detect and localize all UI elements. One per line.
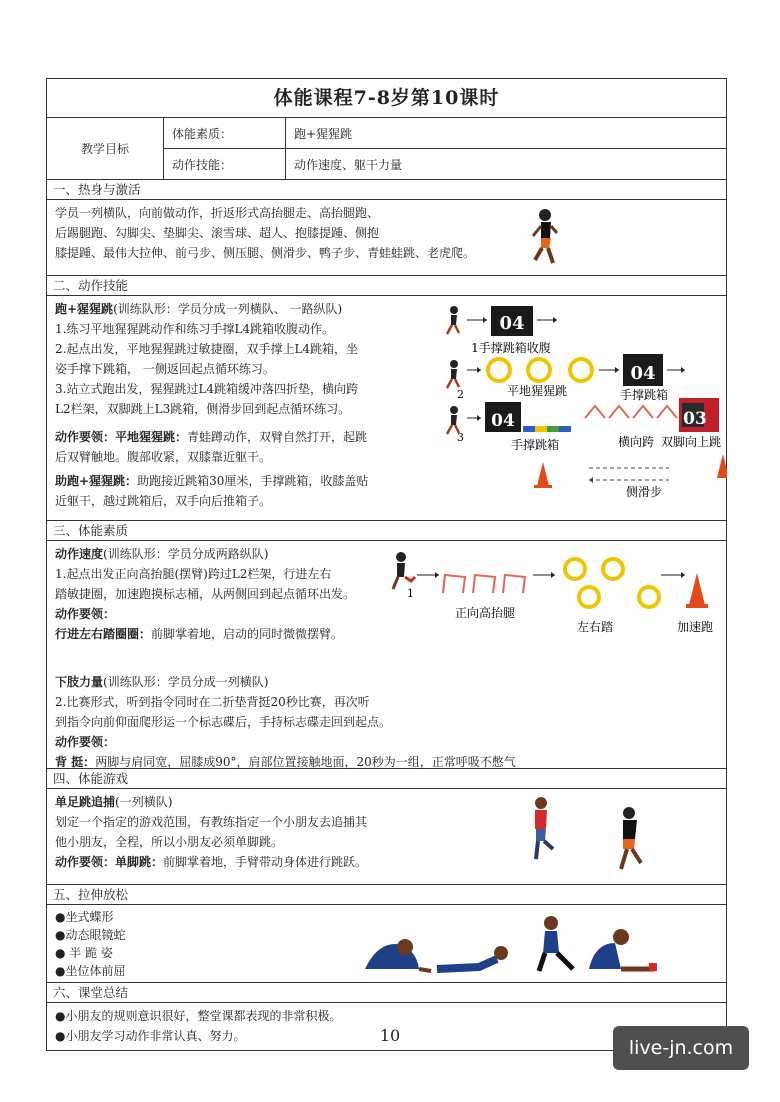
caption-2: 平地猩猩跳 — [506, 384, 568, 398]
skills-step-1: 1.练习平地猩猩跳动作和练习手撑L4跳箱收腹动作。 — [55, 322, 335, 336]
fitness-a-req: 动作要领： — [55, 607, 116, 621]
watermark: live-jn.com — [613, 1026, 749, 1070]
fitness-diagram — [385, 547, 725, 637]
game-line-1: 划定一个指定的游戏范围，有教练指定一个小朋友去追捕其 — [55, 815, 368, 829]
summary-item-2: ●小朋友学习动作非常认真、努力。 — [55, 1029, 246, 1043]
fitness-b-req: 动作要领： — [55, 735, 116, 749]
page-title: 体能课程7-8岁第10课时 — [47, 79, 726, 118]
warmup-line-3: 膝提踵、最伟大拉伸、前弓步、侧压腿、侧滑步、鸭子步、青蛙蛙跳、老虎爬。 — [55, 246, 476, 260]
fitness-b-req2-label: 背 挺： — [55, 755, 96, 769]
fitness-a-line-1: 1.起点出发正向高抬腿(摆臂)跨过L2栏架，行进左右 — [55, 567, 332, 581]
page-number: 10 — [379, 1026, 401, 1045]
game-req: 前脚掌着地，手臂带动身体进行跳跃。 — [163, 855, 368, 869]
game-title: 单足跳追捕 — [55, 795, 116, 809]
goals-table — [47, 118, 726, 180]
game-line-2: 他小朋友，全程，所以小朋友必须单脚跳。 — [55, 835, 284, 849]
stretch-section — [47, 905, 726, 983]
skills-req-label: 动作要领：平地猩猩跳： — [55, 430, 188, 444]
station-3-number: 3 — [457, 431, 464, 444]
summary-item-1: ●小朋友的规则意识很好，整堂课都表现的非常积极。 — [55, 1009, 342, 1023]
skills-step-2a: 2.起点出发，平地猩猩跳过敏捷圈，双手撑上L4跳箱，坐 — [55, 342, 359, 356]
caption-left-right: 左右踏 — [576, 620, 614, 634]
skills-topic: 跑+猩猩跳 — [55, 302, 114, 316]
skills-run-2: 近躯干，越过跳箱后，双手向后推箱子。 — [55, 494, 272, 508]
game-section — [47, 789, 726, 885]
caption-sprint: 加速跑 — [676, 620, 714, 634]
game-formation: (一列横队) — [115, 795, 173, 809]
caption-6: 双脚向上跳 — [660, 435, 722, 449]
lesson-plan-table — [46, 78, 727, 1051]
fitness-section — [47, 541, 726, 769]
warmup-section — [47, 200, 726, 276]
warmup-heading: 一、热身与激活 — [47, 180, 726, 200]
stretch-item-1: ●坐式蝶形 — [55, 910, 114, 924]
stretch-item-2: ●动态眼镜蛇 — [55, 928, 126, 942]
fitness-a-req2-label: 行进左右踏圈圈： — [55, 627, 152, 641]
skills-req-1: 青蛙蹲动作，双臂自然打开，起跳 — [187, 430, 368, 444]
skills-section — [47, 296, 726, 521]
goals-label: 教学目标 — [47, 118, 164, 180]
goal-value-2: 动作速度、躯干力量 — [286, 149, 727, 180]
skills-step-2b: 姿手撑下跳箱， 一侧返回起点循环练习。 — [55, 362, 275, 376]
game-heading: 四、体能游戏 — [47, 769, 726, 789]
fitness-formation-a: (训练队形：学员分成两路纵队) — [103, 547, 269, 561]
fitness-topic-a: 动作速度 — [55, 547, 104, 561]
fitness-b-line-1: 2.比赛形式，听到指令同时在二折垫背挺20秒比赛，再次听 — [55, 695, 370, 709]
station-1-number: 1 — [407, 587, 414, 600]
svg-text:03: 03 — [683, 409, 707, 429]
stretch-item-3: ● 半 跪 姿 — [55, 946, 113, 960]
agility-ring — [488, 359, 510, 381]
fitness-a-line-2: 踏敏捷圈，加速跑摸标志桶，从两侧回到起点循环出发。 — [55, 587, 356, 601]
svg-text:04: 04 — [491, 411, 515, 431]
folding-mat — [523, 426, 535, 432]
cone — [537, 462, 549, 486]
warmup-line-2: 后踢腿跑、勾脚尖、垫脚尖、滚雪球、超人、抱膝提踵、侧抱 — [55, 226, 380, 240]
goal-value-1: 跑+猩猩跳 — [286, 118, 727, 149]
goal-key-2: 动作技能： — [164, 149, 286, 180]
runner-icon — [447, 306, 459, 334]
goal-key-1: 体能素质： — [164, 118, 286, 149]
caption-7: 侧滑步 — [625, 485, 663, 498]
skills-step-3a: 3.站立式跑出发，猩猩跳过L4跳箱缓冲落四折垫，横向跨 — [55, 382, 359, 396]
caption-4: 手撑跳箱 — [510, 438, 560, 452]
hopping-children-image — [517, 793, 647, 879]
stretch-item-4: ●坐位体前屈 — [55, 964, 126, 978]
station-2-number: 2 — [457, 388, 464, 401]
cone — [689, 573, 705, 605]
skills-heading: 二、动作技能 — [47, 276, 726, 296]
caption-3: 手撑跳箱 — [619, 388, 669, 402]
fitness-a-req2: 前脚掌着地，启动的同时微微摆臂。 — [151, 627, 344, 641]
caption-5: 横向跨 — [617, 435, 655, 449]
agility-ring — [565, 559, 585, 579]
skills-run-label: 助跑+猩猩跳： — [55, 474, 138, 488]
fitness-b-req2: 两脚与肩同宽，屈膝成90°，肩部位置接触地面，20秒为一组，正常呼吸不憋气 — [95, 755, 516, 769]
skills-step-3b: L2栏架，双脚跳上L3跳箱，侧滑步回到起点循环练习。 — [55, 402, 351, 416]
box-number: 04 — [499, 313, 525, 334]
warmup-line-1: 学员一列横队，向前做动作，折返形式高抬腿走、高抬腿跑、 — [55, 206, 380, 220]
skills-run-1: 助跑接近跳箱30厘米，手撑跳箱，收膝盖贴 — [137, 474, 369, 488]
caption-1: 1手撑跳箱收腹 — [471, 341, 551, 355]
skills-diagram — [439, 298, 727, 498]
summary-heading: 六、课堂总结 — [47, 983, 726, 1003]
hurdles — [585, 406, 677, 418]
skills-formation: (训练队形：学员分成一列横队、 一路纵队) — [113, 302, 343, 316]
skills-req-2: 后双臂触地。腹部收紧，双膝靠近躯干。 — [55, 450, 272, 464]
fitness-topic-b: 下肢力量 — [55, 675, 104, 689]
fitness-formation-b: (训练队形：学员分成一列横队) — [103, 675, 269, 689]
stretch-heading: 五、拉伸放松 — [47, 885, 726, 905]
fitness-b-line-2: 到指令向前仰面爬形运一个标志碟后，手持标志碟走回到起点。 — [55, 715, 392, 729]
game-req-label: 动作要领：单脚跳： — [55, 855, 164, 869]
stretching-children-image — [359, 909, 659, 979]
runner-icon — [393, 552, 415, 589]
hurdles — [443, 575, 525, 593]
running-child-image — [529, 208, 559, 266]
caption-high-knees: 正向高抬腿 — [454, 606, 516, 620]
svg-text:04: 04 — [630, 363, 656, 384]
fitness-heading: 三、体能素质 — [47, 521, 726, 541]
